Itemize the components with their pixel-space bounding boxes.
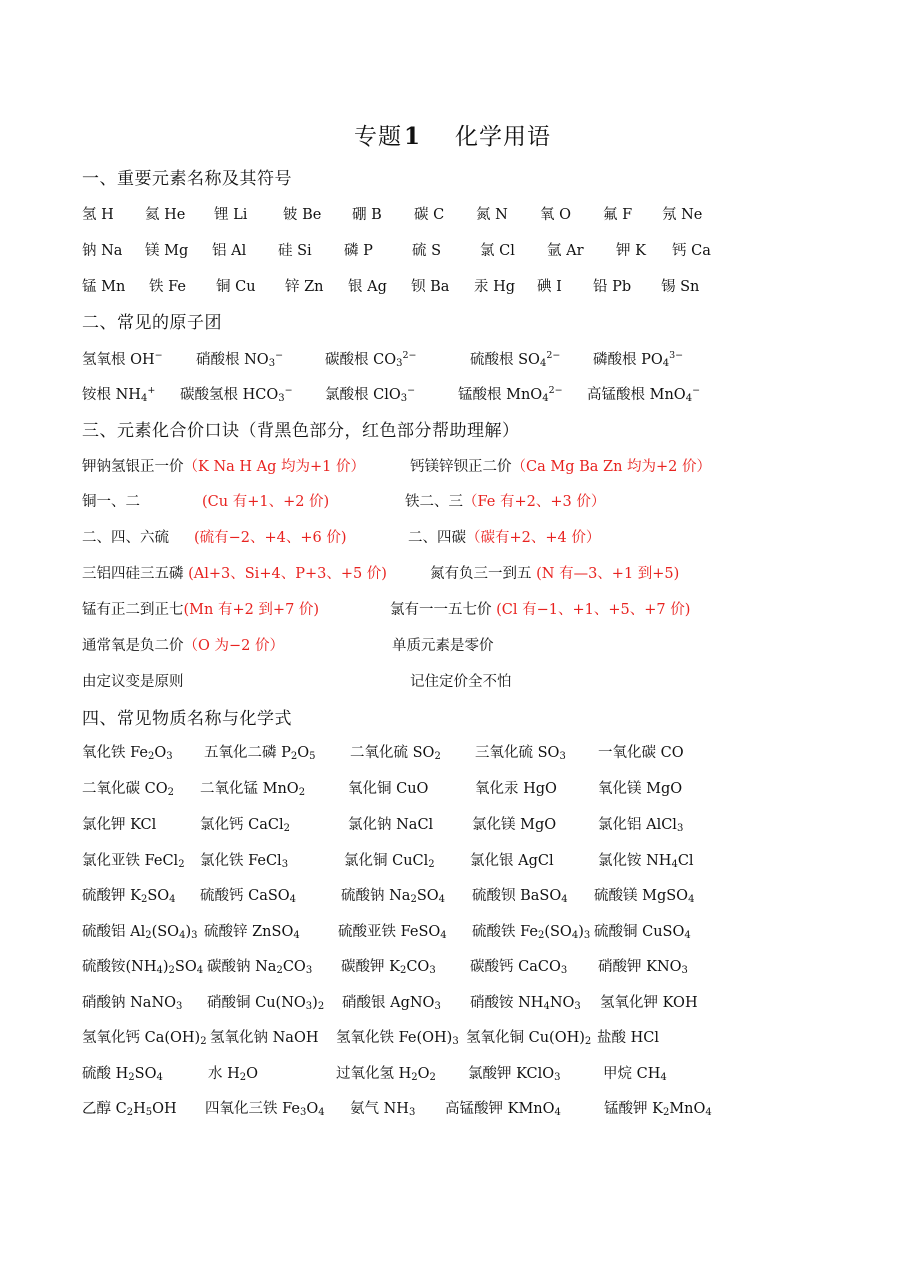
compound-item: 氯化铝 AlCl$_3$ <box>598 817 684 834</box>
compound-item: 氯化镁 MgO <box>472 817 557 833</box>
group-item: 碳酸根 $CO_3^{2-}$ <box>325 350 417 369</box>
group-item: 硝酸根 $NO_3^-$ <box>196 350 284 369</box>
group-item: 硫酸根 $SO_4^{2-}$ <box>470 350 561 369</box>
compound-item: 二氧化碳 $CO_2$ <box>82 781 174 798</box>
compound-item: 硝酸铜 $Cu(NO_3)_2$ <box>207 995 325 1012</box>
valence-line-4 <box>0 562 905 586</box>
rhyme-text: 铁二、三（Fe 有+2、+3 价） <box>405 494 606 510</box>
compound-item: 碳酸钙 CaCO$_3$ <box>470 959 568 976</box>
compound-item: 氢氧化铁 $Fe(OH)_3$ <box>336 1030 459 1047</box>
compound-item: 二氧化锰 MnO$_2$ <box>200 781 306 798</box>
element-item: 碘 I <box>537 279 562 295</box>
group-item: 铵根 $NH_4^+$ <box>82 385 156 404</box>
title-number: 1 <box>403 123 421 150</box>
element-item: 锌 Zn <box>285 279 324 295</box>
page-title <box>0 118 905 151</box>
compound-item: 氧化铁 $Fe_2O_3$ <box>82 745 173 762</box>
compound-item: 硫酸亚铁 FeSO$_4$ <box>338 924 447 941</box>
element-item: 氢 H <box>82 207 114 223</box>
compound-item: 氧化铜 CuO <box>348 781 429 797</box>
rhyme-text: 由定议变是原则 <box>82 674 184 690</box>
compound-item: 氯化铵 $NH_4Cl$ <box>598 853 694 870</box>
groups-row-1 <box>0 348 905 372</box>
elements-row-1 <box>0 203 905 227</box>
compound-item: 硝酸钠 NaNO$_3$ <box>82 995 183 1012</box>
rhyme-text: 通常氧是负二价（O 为−2 价） <box>82 638 284 654</box>
compound-item: 高锰酸钾 KMnO$_4$ <box>445 1101 561 1118</box>
compound-item: 氢氧化钙 $Ca(OH)_2$ <box>82 1030 207 1047</box>
compound-row <box>0 884 905 908</box>
element-item: 锰 Mn <box>82 279 126 295</box>
compound-item: 甲烷 $CH_4$ <box>603 1066 667 1083</box>
rhyme-text: 氮有负三一到五 (N 有—3、+1 到+5) <box>430 566 680 582</box>
element-item: 银 Ag <box>348 279 387 295</box>
compound-item: 硫酸铜 CuSO$_4$ <box>594 924 691 941</box>
element-item: 氩 Ar <box>547 243 584 259</box>
compound-item: 氧化镁 MgO <box>598 781 683 797</box>
group-item: 氢氧根 OH− <box>82 350 163 368</box>
element-item: 氖 Ne <box>662 207 703 223</box>
compound-item: 一氧化碳 CO <box>598 745 684 761</box>
element-item: 锡 Sn <box>661 279 700 295</box>
valence-line-1 <box>0 455 905 479</box>
element-item: 氟 F <box>603 207 633 223</box>
compound-item: 氢氧化钾 KOH <box>600 995 698 1011</box>
rhyme-text: 氯有一一五七价 (Cl 有−1、+1、+5、+7 价) <box>390 602 691 618</box>
element-item: 钡 Ba <box>411 279 450 295</box>
compound-item: 氢氧化钠 NaOH <box>210 1030 319 1046</box>
rhyme-text: 记住定价全不怕 <box>410 674 512 690</box>
compound-item: 二氧化硫 $SO_2$ <box>350 745 441 762</box>
compound-item: 锰酸钾 $K_2MnO_4$ <box>604 1101 712 1118</box>
compound-item: 氢氧化铜 $Cu(OH)_2$ <box>466 1030 592 1047</box>
section-heading-valence: 三、元素化合价口诀（背黑色部分，红色部分帮助理解） <box>82 421 520 441</box>
compound-item: 盐酸 HCl <box>597 1030 659 1046</box>
compound-item: 氯酸钾 KClO$_3$ <box>468 1066 561 1083</box>
compound-item: 氯化钾 KCl <box>82 817 157 833</box>
group-item: 锰酸根 MnO$_4^{2-}$ <box>458 385 563 404</box>
element-item: 氧 O <box>540 207 571 223</box>
valence-line-7 <box>0 670 905 694</box>
element-item: 钠 Na <box>82 243 123 259</box>
compound-item: 五氧化二磷 $P_2O_5$ <box>204 745 316 762</box>
compound-item: 硫酸钾 $K_2SO_4$ <box>82 888 176 905</box>
compound-item: 四氧化三铁 $Fe_3O_4$ <box>205 1101 325 1118</box>
compound-item: 氯化钠 NaCl <box>348 817 434 833</box>
compound-item: 氨气 $NH_3$ <box>350 1101 416 1118</box>
title-text: 专题 <box>353 124 402 150</box>
compound-item: 硫酸铵$(NH_4)_2SO_4$ <box>82 959 204 976</box>
element-item: 铜 Cu <box>216 279 256 295</box>
compound-item: 碳酸钾 $K_2CO_3$ <box>341 959 436 976</box>
compound-item: 硝酸钾 $KNO_3$ <box>598 959 688 976</box>
compound-item: 硫酸钠 $Na_2SO_4$ <box>341 888 446 905</box>
compound-item: 硫酸镁 MgSO$_4$ <box>594 888 695 905</box>
compound-row <box>0 1097 905 1121</box>
compound-item: 氯化亚铁 FeCl$_2$ <box>82 853 185 870</box>
element-item: 铅 Pb <box>593 279 632 295</box>
compound-item: 硫酸钡 BaSO$_4$ <box>472 888 568 905</box>
section-heading-groups: 二、常见的原子团 <box>82 313 222 333</box>
element-item: 氦 He <box>145 207 186 223</box>
valence-line-3 <box>0 526 905 550</box>
compound-item: 氯化银 AgCl <box>470 853 554 869</box>
rhyme-note: (硫有−2、+4、+6 价) <box>194 530 347 546</box>
compound-item: 硫酸钙 CaSO$_4$ <box>200 888 297 905</box>
compound-item: 硝酸银 AgNO$_3$ <box>342 995 441 1012</box>
element-item: 氯 Cl <box>480 243 515 259</box>
compound-row <box>0 777 905 801</box>
compound-row <box>0 1062 905 1086</box>
element-item: 钙 Ca <box>672 243 711 259</box>
compound-item: 氯化钙 CaCl$_2$ <box>200 817 290 834</box>
element-item: 锂 Li <box>214 207 248 223</box>
compound-row <box>0 813 905 837</box>
compound-item: 硫酸铝 $Al_2(SO_4)_3$ <box>82 924 198 941</box>
group-item: 碳酸氢根 $HCO_3^-$ <box>180 385 293 404</box>
rhyme-note: (Cu 有+1、+2 价) <box>202 494 330 510</box>
rhyme-text: 锰有正二到正七(Mn 有+2 到+7 价) <box>82 602 320 618</box>
compound-item: 硫酸铁 $Fe_2(SO_4)_3$ <box>472 924 591 941</box>
compound-row <box>0 955 905 979</box>
rhyme-text: 二、四碳（碳有+2、+4 价） <box>408 530 601 546</box>
compound-row <box>0 1026 905 1050</box>
valence-line-2 <box>0 490 905 514</box>
compound-row <box>0 741 905 765</box>
rhyme-text: 二、四、六硫 <box>82 530 169 546</box>
compound-item: 氧化汞 HgO <box>475 781 557 797</box>
rhyme-text: 铜一、二 <box>82 494 140 510</box>
section-heading-compounds: 四、常见物质名称与化学式 <box>82 709 292 729</box>
section-heading-elements: 一、重要元素名称及其符号 <box>82 169 292 189</box>
compound-item: 乙醇 $C_2H_5OH$ <box>82 1101 177 1118</box>
compound-item: 三氧化硫 $SO_3$ <box>475 745 566 762</box>
compound-row <box>0 991 905 1015</box>
element-item: 硅 Si <box>278 243 312 259</box>
element-item: 硼 B <box>352 207 382 223</box>
compound-item: 硫酸 $H_2SO_4$ <box>82 1066 163 1083</box>
element-item: 硫 S <box>412 243 442 259</box>
valence-line-5 <box>0 598 905 622</box>
element-item: 铁 Fe <box>149 279 186 295</box>
elements-row-2 <box>0 239 905 263</box>
compound-item: 水 $H_2O$ <box>208 1066 259 1083</box>
rhyme-text: 钾钠氢银正一价（K Na H Ag 均为+1 价） <box>82 459 365 475</box>
group-item: 高锰酸根 MnO$_4$− <box>587 385 701 404</box>
element-item: 磷 P <box>344 243 373 259</box>
compound-item: 碳酸钠 $Na_2CO_3$ <box>207 959 313 976</box>
compound-row <box>0 920 905 944</box>
groups-row-2 <box>0 383 905 407</box>
element-item: 铝 Al <box>212 243 247 259</box>
title-subtitle: 化学用语 <box>455 124 551 150</box>
element-item: 铍 Be <box>283 207 322 223</box>
element-item: 钾 K <box>616 243 646 259</box>
element-item: 碳 C <box>414 207 445 223</box>
compound-item: 氯化铁 FeCl$_3$ <box>200 853 289 870</box>
rhyme-text: 单质元素是零价 <box>392 638 494 654</box>
elements-row-3 <box>0 275 905 299</box>
element-item: 汞 Hg <box>474 279 516 295</box>
rhyme-text: 三铝四硅三五磷 (Al+3、Si+4、P+3、+5 价) <box>82 566 387 582</box>
element-item: 镁 Mg <box>145 243 189 259</box>
compound-item: 过氧化氢 $H_2O_2$ <box>336 1066 436 1083</box>
compound-item: 氯化铜 CuCl$_2$ <box>344 853 435 870</box>
group-item: 磷酸根 $PO_4^{3-}$ <box>593 350 684 369</box>
valence-line-6 <box>0 634 905 658</box>
rhyme-text: 钙镁锌钡正二价（Ca Mg Ba Zn 均为+2 价） <box>410 459 712 475</box>
compound-item: 硫酸锌 ZnSO$_4$ <box>204 924 300 941</box>
group-item: 氯酸根 ClO$_3$− <box>325 385 416 404</box>
element-item: 氮 N <box>476 207 508 223</box>
compound-row <box>0 849 905 873</box>
compound-item: 硝酸铵 $NH_4NO_3$ <box>470 995 581 1012</box>
